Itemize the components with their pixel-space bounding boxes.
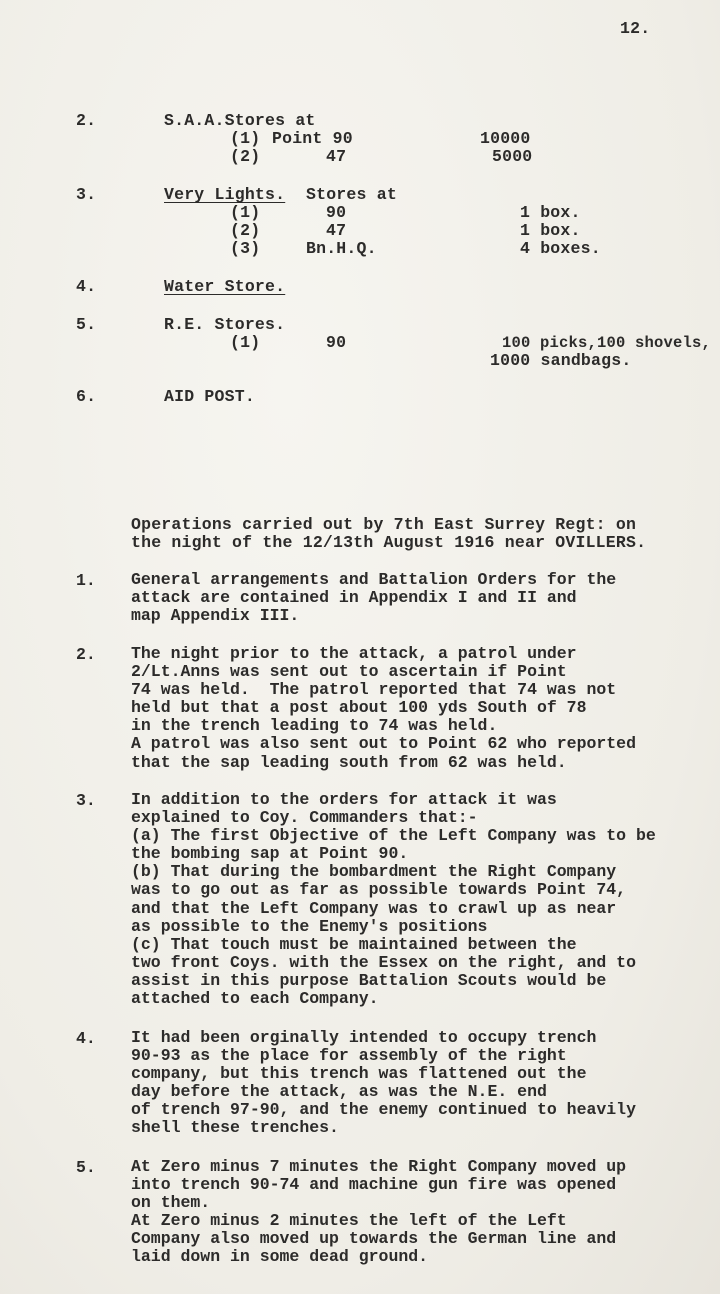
paragraph-number: 5. <box>76 1158 96 1177</box>
very-lights-heading: Very Lights. <box>164 185 286 204</box>
very-row-index: (2) <box>230 221 261 240</box>
very-row-location: Bn.H.Q. <box>306 239 377 258</box>
paragraph-text: In addition to the orders for attack it was explained to Coy. Commanders that:- (a) The first Objective of the Left Company was to be the bombing sap at Point 90. (b) That during the bombardment the Right Company was to go out as far as possible towards Point 74, and that the Left Company was to crawl up as near as possible to the Enemy's positions (c) That touch must be maintained between the two front Coys. with the Essex on the right, and to assist in this purpose Battalion Scouts would be attached to each Company. <box>131 790 656 1009</box>
saa-row-location: Point 90 <box>272 129 353 148</box>
paragraph-text: At Zero minus 7 minutes the Right Company moved up into trench 90-74 and machine gun fire was opened on them. At Zero minus 2 minutes the left of the Left Company also moved up towards the German line and laid down in some dead ground. <box>131 1157 627 1267</box>
very-row-quantity: 4 boxes. <box>520 239 601 258</box>
very-row-quantity: 1 box. <box>520 221 581 240</box>
saa-row-quantity: 10000 <box>480 129 531 148</box>
stores-item-number: 3. <box>76 185 97 204</box>
very-row-location: 90 <box>326 203 347 222</box>
re-row-quantity: 100 picks,100 shovels, <box>502 334 712 352</box>
operations-title-line: Operations carried out by 7th East Surrey Regt: on <box>131 515 637 534</box>
very-row-quantity: 1 box. <box>520 203 581 222</box>
very-row-location: 47 <box>326 221 347 240</box>
re-row-index: (1) <box>230 333 261 352</box>
re-row-quantity: 1000 sandbags. <box>490 351 632 370</box>
aid-post-heading: AID POST. <box>164 387 255 406</box>
stores-item-number: 6. <box>76 387 97 406</box>
very-lights-heading-rest: Stores at <box>306 185 397 204</box>
saa-stores-heading: S.A.A.Stores at <box>164 111 316 130</box>
paragraph-number: 1. <box>76 571 96 590</box>
stores-item-number: 4. <box>76 277 97 296</box>
stores-item-number: 2. <box>76 111 97 130</box>
re-row-location: 90 <box>326 333 347 352</box>
saa-row-index: (2) <box>230 147 261 166</box>
stores-item-number: 5. <box>76 315 97 334</box>
paragraph-text: It had been orginally intended to occupy trench 90-93 as the place for assembly of the right company, but this trench was flattened out the day before the attack, as was the N.E. end of trench 97-90, and the enemy continued to heavily shell these trenches. <box>131 1028 636 1138</box>
page-number: 12. <box>620 19 651 38</box>
saa-row-location: 47 <box>326 147 347 166</box>
saa-row-quantity: 5000 <box>492 147 533 166</box>
paragraph-text: General arrangements and Battalion Orders for the attack are contained in Appendix I and II and map Appendix III. <box>131 570 617 626</box>
paragraph-number: 2. <box>76 645 96 664</box>
very-row-index: (1) <box>230 203 261 222</box>
saa-row-index: (1) <box>230 129 261 148</box>
water-store-heading: Water Store. <box>164 277 286 296</box>
paragraph-number: 3. <box>76 791 96 810</box>
operations-title-line: the night of the 12/13th August 1916 near OVILLERS. <box>131 533 647 552</box>
re-stores-heading: R.E. Stores. <box>164 315 286 334</box>
very-row-index: (3) <box>230 239 261 258</box>
paragraph-text: The night prior to the attack, a patrol under 2/Lt.Anns was sent out to ascertain if Point 74 was held. The patrol reported that 74 was not held but that a post about 100 yds South of 78 in the trench leading to 74 was held. A patrol was also sent out to Point 62 who reported that the sap leading south from 62 was held. <box>131 644 636 772</box>
paragraph-number: 4. <box>76 1029 96 1048</box>
